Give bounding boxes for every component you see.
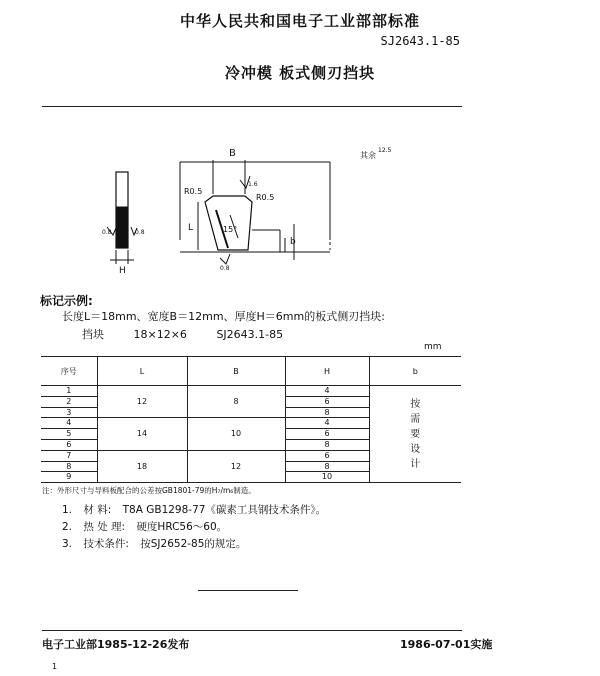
marking-example-designation [82, 326, 309, 342]
row-H: 6 [285, 429, 369, 440]
table-note: 注：外形尺寸与导料板配合的公差按GB1801-79的H₇/m₆制造。 [42, 486, 256, 495]
side-view [107, 172, 137, 264]
row-H: 4 [285, 418, 369, 429]
roughness-other-value: 12.5 [378, 147, 392, 154]
row-seq: 1 [41, 386, 97, 397]
issue-date: 电子工业部1985-12-26发布 [42, 638, 190, 651]
row-H: 4 [285, 386, 369, 397]
angle-label: 15° [223, 225, 238, 234]
b-note-char: 设 [410, 443, 421, 455]
requirement-text: T8A GB1298-77《碳素工具钢技术条件》。 [122, 504, 327, 516]
page-number: 1 [52, 662, 58, 671]
row-H: 6 [285, 396, 369, 407]
radius-left-label: R0.5 [184, 187, 203, 196]
roughness-other-label: 其余 [360, 151, 376, 160]
requirement-number: 3. [62, 538, 73, 550]
row-seq: 4 [41, 418, 97, 429]
row-seq: 5 [41, 429, 97, 440]
b-note-char: 要 [410, 428, 421, 440]
row-H: 8 [285, 439, 369, 450]
requirement-text: 按SJ2652-85的规定。 [140, 538, 247, 550]
dim-b-label: b [290, 237, 296, 247]
row-seq: 3 [41, 407, 97, 418]
row-seq: 9 [41, 472, 97, 483]
unit-label: mm [424, 342, 442, 352]
roughness-left2-label: 0.8 [135, 229, 145, 236]
b-note-char: 按 [410, 398, 421, 410]
header-divider [42, 106, 462, 107]
marking-example-heading: 标记示例: [40, 294, 93, 308]
header-H: H [285, 357, 369, 386]
group-L: 18 [97, 450, 187, 482]
dim-B-label: B [229, 148, 236, 159]
group-B: 12 [187, 450, 285, 482]
group-L: 12 [97, 386, 187, 418]
front-view [180, 160, 330, 264]
requirement-number: 2. [62, 521, 73, 533]
marking-size: 18×12×6 [133, 328, 187, 341]
end-divider [198, 590, 298, 591]
table-row [41, 386, 461, 397]
requirement-label: 热 处 理: [83, 521, 126, 533]
row-H: 8 [285, 461, 369, 472]
group-B: 10 [187, 418, 285, 450]
requirement-text: 硬度HRC56～60。 [136, 521, 228, 533]
dim-H-label: H [119, 266, 126, 276]
requirement-heat-treatment [62, 519, 235, 534]
group-L: 14 [97, 418, 187, 450]
b-column-note [369, 386, 461, 483]
row-seq: 2 [41, 396, 97, 407]
row-seq: 6 [41, 439, 97, 450]
document-title: 冷冲模 板式侧刃挡块 [224, 64, 376, 82]
b-note-char: 需 [410, 413, 421, 425]
row-H: 10 [285, 472, 369, 483]
b-note-char: 计 [410, 458, 421, 470]
group-B: 8 [187, 386, 285, 418]
dim-L-label: L [188, 223, 194, 233]
roughness-top-label: 1.6 [248, 181, 258, 188]
dimension-table [41, 356, 461, 483]
marking-example-description: 长度L＝18mm、宽度B＝12mm、厚度H＝6mm的板式侧刃挡块: [62, 310, 385, 323]
requirement-material [62, 502, 334, 517]
table-header-row [41, 357, 461, 386]
header-L: L [97, 357, 187, 386]
header-b: b [369, 357, 461, 386]
row-seq: 7 [41, 450, 97, 461]
requirement-label: 材 料: [83, 504, 112, 516]
effective-date: 1986-07-01实施 [400, 638, 493, 651]
footer-divider [42, 630, 462, 631]
radius-right-label: R0.5 [256, 193, 275, 202]
requirement-label: 技术条件: [83, 538, 129, 550]
row-H: 6 [285, 450, 369, 461]
marking-name: 挡块 [82, 328, 104, 341]
header-seq: 序号 [41, 357, 97, 386]
requirement-technical-conditions [62, 536, 254, 551]
technical-drawing [80, 140, 400, 285]
requirement-number: 1. [62, 504, 73, 516]
header-B: B [187, 357, 285, 386]
marking-code: SJ2643.1-85 [216, 328, 284, 341]
standard-code: SJ2643.1-85 [380, 34, 460, 48]
standard-header-title: 中华人民共和国电子工业部部标准 [179, 12, 420, 30]
row-H: 8 [285, 407, 369, 418]
row-seq: 8 [41, 461, 97, 472]
roughness-left-label: 0.8 [102, 229, 112, 236]
roughness-bottom-label: 0.8 [220, 265, 230, 272]
